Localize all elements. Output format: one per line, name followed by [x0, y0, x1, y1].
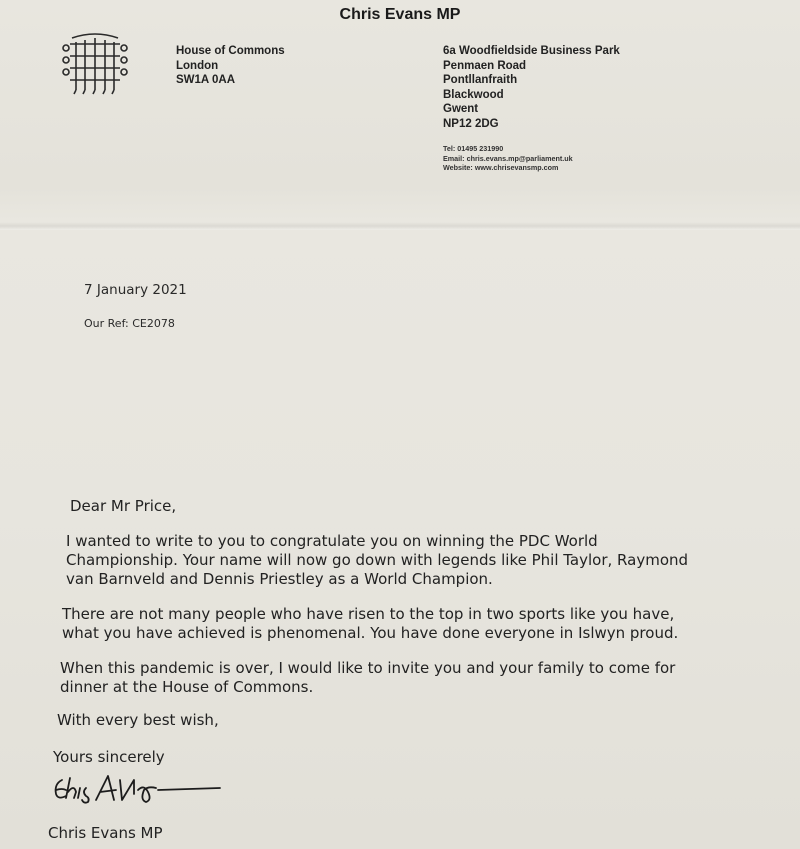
address-line: Gwent: [443, 103, 479, 115]
address-line: SW1A 0AA: [176, 74, 235, 86]
paragraph-line: what you have achieved is phenomenal. You have done everyone in Islwyn proud.: [62, 624, 679, 642]
letter-date: 7 January 2021: [84, 282, 187, 298]
paragraph-line: Championship. Your name will now go down with legends like Phil Taylor, Raymond: [66, 551, 689, 569]
handwritten-signature: [48, 770, 238, 810]
closing-wish: With every best wish,: [57, 711, 219, 729]
address-line: Penmaen Road: [443, 59, 527, 72]
paper-fold-line: [0, 222, 800, 230]
paragraph-line: I wanted to write to you to congratulate you on winning the PDC World: [66, 532, 598, 550]
mp-name-header: Chris Evans MP: [339, 6, 461, 23]
paragraph-line: When this pandemic is over, I would like to invite you and your family to come for: [60, 659, 676, 677]
letter-reference: Our Ref: CE2078: [84, 317, 175, 330]
paragraph-line: dinner at the House of Commons.: [60, 678, 314, 696]
address-line: Pontllanfraith: [443, 74, 518, 86]
address-line: London: [176, 59, 219, 72]
portcullis-logo: [60, 28, 130, 98]
paragraph-line: There are not many people who have risen to the top in two sports like you have,: [62, 605, 675, 623]
phone-number: Tel: 01495 231990: [443, 144, 504, 153]
contact-details: [443, 144, 573, 173]
paragraph-congratulations: [66, 532, 688, 589]
closing-sincerely: Yours sincerely: [53, 748, 165, 766]
address-line: 6a Woodfieldside Business Park: [443, 45, 620, 57]
email-address: Email: chris.evans.mp@parliament.uk: [443, 153, 573, 163]
constituency-address: [443, 44, 620, 131]
signoff-name: Chris Evans MP: [48, 824, 163, 842]
paragraph-achievement: [62, 605, 678, 643]
address-line: NP12 2DG: [443, 117, 499, 130]
website-address: Website: www.chrisevansmp.com: [443, 163, 559, 172]
address-line: House of Commons: [176, 45, 285, 57]
address-line: Blackwood: [443, 88, 504, 101]
paragraph-invitation: [60, 659, 675, 697]
salutation: Dear Mr Price,: [70, 497, 177, 515]
westminster-address: [176, 44, 285, 88]
paragraph-line: van Barnveld and Dennis Priestley as a World Champion.: [66, 570, 493, 588]
